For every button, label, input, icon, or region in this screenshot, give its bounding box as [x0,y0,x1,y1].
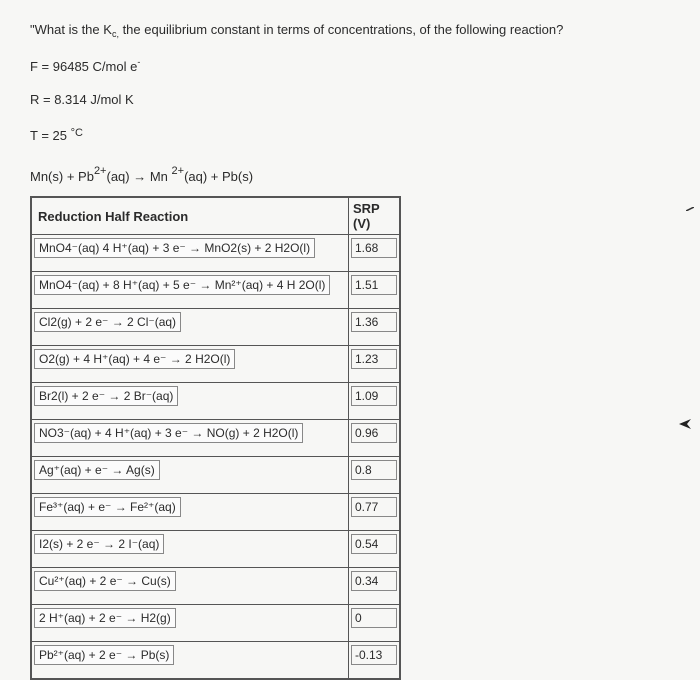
reaction-cell [31,642,349,680]
table-row [31,346,400,383]
srp-value: 0.54 [351,534,397,554]
table-row [31,642,400,680]
question-rest: the equilibrium constant in terms of concentrations, of the following reaction? [118,22,564,37]
temperature-unit: °C [70,127,83,139]
table-row [31,605,400,642]
reaction-cell [31,605,349,642]
srp-cell [349,420,401,457]
reaction-cell [31,494,349,531]
header-srp: SRP (V) [349,197,401,235]
table-row [31,309,400,346]
reaction-cell [31,383,349,420]
srp-cell [349,272,401,309]
srp-table [30,196,401,680]
temperature-text: T = 25 [30,128,67,143]
srp-cell [349,457,401,494]
reaction-text: Br2(l) + 2 e⁻ → 2 Br⁻(aq) [34,386,178,406]
temperature [30,127,83,143]
srp-cell [349,309,401,346]
reaction-cell [31,309,349,346]
srp-value: 0.8 [351,460,397,480]
table-row [31,235,400,272]
reaction-text: Cu²⁺(aq) + 2 e⁻ → Cu(s) [34,571,176,591]
srp-value: 0.77 [351,497,397,517]
reaction-equation [30,165,253,184]
reaction-sup-a: 2+ [93,165,107,177]
table-row [31,272,400,309]
srp-value: 0 [351,608,397,628]
reaction-cell [31,420,349,457]
srp-value: 0.34 [351,571,397,591]
reaction-text: MnO4⁻(aq) 4 H⁺(aq) + 3 e⁻ → MnO2(s) + 2 H2O(l) [34,238,315,258]
reaction-part-c: (aq) + Pb(s) [184,169,254,184]
srp-value: 1.23 [351,349,397,369]
gas-constant [30,92,134,107]
reaction-cell [31,568,349,605]
srp-value: 1.51 [351,275,397,295]
reaction-text: Ag⁺(aq) + e⁻ → Ag(s) [34,460,160,480]
reaction-text: O2(g) + 4 H⁺(aq) + 4 e⁻ → 2 H2O(l) [34,349,235,369]
gas-constant-text: R = 8.314 J/mol K [30,92,134,107]
reaction-cell [31,457,349,494]
srp-value: 0.96 [351,423,397,443]
table-row [31,494,400,531]
reaction-cell [31,346,349,383]
reaction-text: I2(s) + 2 e⁻ → 2 I⁻(aq) [34,534,164,554]
cursor-arrow-icon [678,418,692,430]
table-row [31,568,400,605]
header-reaction: Reduction Half Reaction [31,197,349,235]
srp-cell [349,494,401,531]
table-row [31,383,400,420]
reaction-text: Cl2(g) + 2 e⁻ → 2 Cl⁻(aq) [34,312,181,332]
reaction-sup-b: 2+ [171,165,185,177]
reaction-part-a: Mn(s) + Pb [30,169,94,184]
srp-value: 1.09 [351,386,397,406]
table-header-row [31,197,400,235]
srp-cell [349,235,401,272]
reaction-text: NO3⁻(aq) + 4 H⁺(aq) + 3 e⁻ → NO(g) + 2 H2O(l) [34,423,303,443]
reaction-text: MnO4⁻(aq) + 8 H⁺(aq) + 5 e⁻ → Mn²⁺(aq) + 4 H 2O(l) [34,275,330,295]
srp-cell [349,605,401,642]
faraday-sup: - [137,57,141,67]
srp-cell [349,531,401,568]
srp-value: 1.36 [351,312,397,332]
table-row [31,531,400,568]
srp-cell [349,383,401,420]
table-row [31,457,400,494]
faraday-constant [30,57,140,74]
srp-cell [349,346,401,383]
srp-cell [349,642,401,680]
reaction-text: Pb²⁺(aq) + 2 e⁻ → Pb(s) [34,645,174,665]
reaction-text: Fe³⁺(aq) + e⁻ → Fe²⁺(aq) [34,497,181,517]
question-part: "What is the K [30,22,112,37]
srp-value: -0.13 [351,645,397,665]
question-text [30,22,563,39]
reaction-part-b: (aq) → Mn [106,169,168,184]
reaction-cell [31,235,349,272]
question-subscript: c, [111,29,119,39]
faraday-text: F = 96485 C/mol e [30,59,138,74]
reaction-cell [31,531,349,568]
stray-mark [686,207,694,211]
srp-value: 1.68 [351,238,397,258]
table-row [31,420,400,457]
srp-cell [349,568,401,605]
reaction-cell [31,272,349,309]
reaction-text: 2 H⁺(aq) + 2 e⁻ → H2(g) [34,608,176,628]
